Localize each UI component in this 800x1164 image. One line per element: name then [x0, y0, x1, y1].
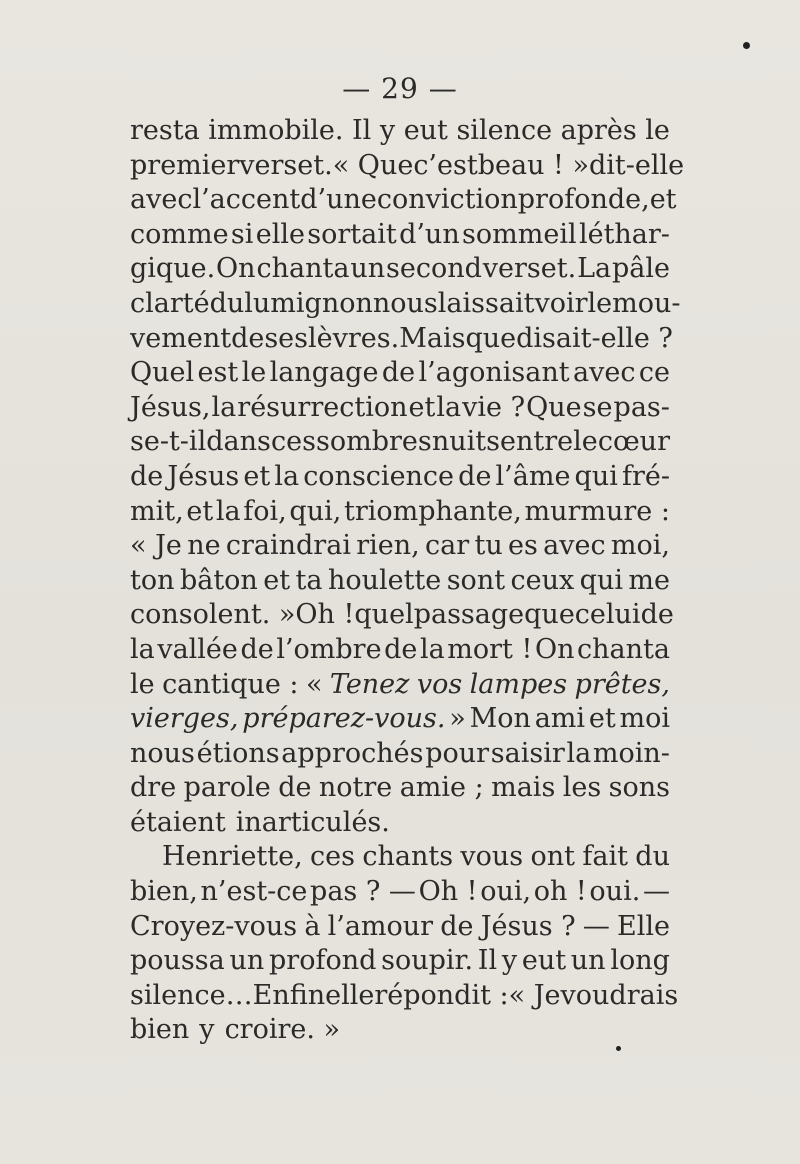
word: lumignon: [244, 287, 373, 319]
word: « Je: [130, 530, 182, 562]
word: «: [305, 668, 323, 700]
text-line: [130, 633, 670, 668]
word: mit,: [130, 495, 184, 527]
word: nous: [372, 287, 438, 319]
word: soupir.: [381, 945, 474, 977]
word: « Je: [508, 979, 561, 1011]
word: l’âme: [495, 460, 571, 492]
word: Quel: [130, 357, 195, 389]
text-line: [130, 495, 670, 530]
word: étions: [196, 737, 280, 769]
text-line: [130, 114, 670, 149]
word: le: [645, 115, 670, 146]
word: Oh !: [295, 599, 355, 631]
word: dans: [206, 426, 271, 458]
word: le: [241, 357, 267, 389]
word: après: [560, 115, 637, 146]
word: approchés: [281, 737, 424, 769]
text-line: [130, 702, 670, 737]
word: prêtes,: [574, 668, 670, 700]
word: murmure :: [524, 495, 670, 527]
word: —: [582, 910, 610, 942]
word: nous: [130, 737, 195, 769]
word: tu: [474, 530, 503, 562]
word: Oh !: [418, 876, 478, 908]
word: silence: [456, 115, 553, 146]
text-line: [130, 529, 670, 564]
word: la: [419, 633, 445, 665]
word: de: [640, 599, 674, 631]
word: les: [562, 772, 602, 804]
text-line: [130, 840, 670, 875]
text-line: [130, 598, 674, 633]
word: qui: [579, 564, 623, 596]
word: ceux: [510, 564, 575, 596]
text-line: [130, 910, 670, 945]
text-line: [130, 149, 685, 184]
word: parole: [183, 772, 271, 804]
text-line: [130, 668, 670, 703]
word: beau ! »: [477, 149, 589, 181]
word: l’amour: [327, 910, 434, 942]
word: de: [240, 633, 274, 665]
word: conviction: [376, 184, 518, 216]
word: pour: [425, 737, 490, 769]
word: cantique :: [162, 668, 299, 700]
text-line: [130, 1013, 670, 1048]
word: oh !: [533, 876, 587, 908]
word: y: [379, 115, 396, 146]
word: et: [408, 391, 436, 423]
word: de: [440, 910, 474, 942]
word: la: [211, 391, 237, 423]
text-line: [130, 460, 670, 495]
word: Tenez: [329, 668, 410, 700]
word: étaient: [130, 806, 226, 838]
word: mort !: [447, 633, 533, 665]
text-line: [130, 564, 670, 599]
word: et: [588, 703, 616, 735]
text-line: [130, 875, 670, 910]
word: d’un: [399, 218, 460, 250]
word: la: [274, 460, 300, 492]
word: c’est: [413, 149, 478, 181]
word: ses: [264, 322, 309, 354]
word: et: [243, 460, 271, 492]
text-line: [130, 218, 670, 253]
word: avec: [130, 184, 193, 216]
page-text: [130, 114, 685, 1048]
word: du: [209, 287, 245, 319]
word: pas-: [613, 391, 670, 423]
word: sons: [608, 772, 670, 804]
word: mais: [491, 772, 556, 804]
word: léthar-: [578, 218, 670, 250]
word: pâle: [611, 253, 670, 285]
word: eut: [521, 945, 567, 977]
word: d’une: [300, 184, 377, 216]
word: Mais: [399, 322, 466, 354]
word: fait: [582, 841, 628, 873]
word: bien: [130, 1014, 190, 1046]
word: se: [582, 391, 613, 423]
word: oui.: [589, 876, 641, 908]
word: elle: [325, 979, 375, 1011]
word: Il: [477, 945, 498, 977]
word: houlette: [327, 564, 442, 596]
word: et: [649, 184, 677, 216]
text-line: [130, 806, 670, 841]
word: amie ;: [399, 772, 484, 804]
word: un: [570, 945, 606, 977]
word: répondit :: [374, 979, 509, 1011]
word: elle: [255, 218, 305, 250]
word: se-t-il: [130, 426, 207, 458]
word: de: [278, 772, 312, 804]
word: si: [230, 218, 254, 250]
word: craindrai: [225, 530, 351, 562]
word: triomphante,: [343, 495, 522, 527]
word: Croyez-vous: [130, 910, 298, 942]
word: Que: [526, 391, 582, 423]
word: sombres: [316, 426, 432, 458]
word: premier: [130, 149, 240, 181]
word: oui,: [480, 876, 532, 908]
word: pas ? —: [310, 876, 416, 908]
word: dit-elle: [589, 149, 685, 181]
word: la: [566, 737, 592, 769]
page-number: — 29 —: [342, 72, 458, 105]
word: comme: [130, 218, 229, 250]
word: moi,: [610, 530, 670, 562]
word: y: [501, 945, 518, 977]
ink-speck: [743, 42, 750, 49]
text-line: [130, 771, 670, 806]
word: l’agonisant: [418, 357, 570, 389]
word: bien,: [130, 876, 198, 908]
word: lèvres.: [308, 322, 400, 354]
word: immobile.: [208, 115, 344, 146]
word: resta: [130, 115, 200, 146]
word: sortait: [307, 218, 397, 250]
word: nuits: [431, 426, 500, 458]
word: »: [449, 703, 466, 735]
word: vierges,: [130, 703, 239, 735]
word: consolent. »: [130, 599, 296, 631]
word: qui,: [289, 495, 342, 527]
word: ne: [187, 530, 221, 562]
word: à: [304, 910, 321, 942]
word: le: [573, 426, 598, 458]
word: un: [350, 253, 386, 285]
word: laissait: [437, 287, 535, 319]
word: entre: [500, 426, 574, 458]
word: la: [215, 495, 241, 527]
text-line: [130, 391, 670, 426]
word: mou-: [612, 287, 681, 319]
word: Jésus,: [130, 391, 211, 423]
word: de: [384, 633, 418, 665]
word: es: [508, 530, 538, 562]
text-line: [130, 252, 670, 287]
word: ces: [310, 841, 356, 873]
word: « Que: [332, 149, 414, 181]
word: moi: [619, 703, 670, 735]
word: du: [635, 841, 670, 873]
word: que: [524, 599, 575, 631]
word: clarté: [130, 287, 210, 319]
word: de: [231, 322, 265, 354]
word: vos: [416, 668, 463, 700]
word: Jésus: [167, 460, 240, 492]
word: le: [130, 668, 155, 700]
word: On: [216, 253, 256, 285]
word: le: [587, 287, 613, 319]
word: l’accent: [192, 184, 301, 216]
text-line: [130, 287, 681, 322]
word: car: [425, 530, 470, 562]
word: lampes: [469, 668, 568, 700]
word: ami: [534, 703, 586, 735]
word: sont: [446, 564, 506, 596]
word: silence…: [130, 979, 253, 1011]
word: chanta: [256, 253, 350, 285]
word: profonde,: [517, 184, 650, 216]
text-line: [130, 322, 673, 357]
word: me: [628, 564, 670, 596]
word: de: [130, 460, 164, 492]
word: bâton: [179, 564, 258, 596]
word: l’ombre: [276, 633, 382, 665]
ink-speck: [616, 1046, 621, 1051]
word: On: [534, 633, 575, 665]
word: inarticulés.: [235, 806, 390, 838]
word: sommeil: [462, 218, 577, 250]
word: croire. »: [224, 1014, 341, 1046]
word: chanta: [577, 633, 670, 665]
text-line: [130, 425, 670, 460]
word: eut: [403, 115, 448, 146]
text-line: [130, 979, 679, 1014]
word: et: [263, 564, 291, 596]
word: quel: [354, 599, 414, 631]
word: celui: [574, 599, 641, 631]
word: second: [385, 253, 482, 285]
word: moin-: [592, 737, 670, 769]
word: est: [197, 357, 239, 389]
word: ce: [638, 357, 670, 389]
word: Enfin: [252, 979, 326, 1011]
word: avec: [543, 530, 606, 562]
text-line: [130, 356, 670, 391]
word: qui: [574, 460, 618, 492]
word: vement: [130, 322, 232, 354]
word: vallée: [157, 633, 238, 665]
word: long: [610, 945, 670, 977]
text-line: [130, 183, 677, 218]
word: ta: [295, 564, 323, 596]
word: dre: [130, 772, 177, 804]
word: gique.: [130, 253, 216, 285]
word: n’est-ce: [200, 876, 308, 908]
word: profond: [269, 945, 377, 977]
word: disait-elle ?: [516, 322, 673, 354]
word: de: [458, 460, 492, 492]
word: ont: [530, 841, 576, 873]
word: La: [577, 253, 612, 285]
word: préparez-vous.: [242, 703, 446, 735]
word: chants: [362, 841, 454, 873]
word: vous: [460, 841, 524, 873]
word: foi,: [243, 495, 287, 527]
word: voir: [534, 287, 588, 319]
word: voudrais: [560, 979, 679, 1011]
word: avec: [573, 357, 636, 389]
word: que: [465, 322, 517, 354]
word: poussa: [130, 945, 225, 977]
word: rien,: [356, 530, 420, 562]
word: et: [186, 495, 214, 527]
text-line: [130, 737, 670, 772]
word: résurrection: [237, 391, 408, 423]
word: saisir: [490, 737, 565, 769]
word: y: [199, 1014, 215, 1046]
word: passage: [413, 599, 525, 631]
word: la: [436, 391, 462, 423]
word: verset.: [482, 253, 577, 285]
word: verset.: [239, 149, 333, 181]
word: notre: [318, 772, 393, 804]
word: ces: [270, 426, 316, 458]
word: conscience: [303, 460, 455, 492]
word: Jésus ?: [480, 910, 576, 942]
word: de: [381, 357, 416, 389]
word: Elle: [617, 910, 670, 942]
word: —: [642, 876, 670, 908]
word: Il: [352, 115, 372, 146]
word: vie ?: [462, 391, 526, 423]
word: langage: [269, 357, 379, 389]
word: Mon: [469, 703, 531, 735]
word: ton: [130, 564, 175, 596]
word: cœur: [597, 426, 670, 458]
word: la: [130, 633, 155, 665]
word: un: [229, 945, 265, 977]
text-line: [130, 944, 670, 979]
word: Henriette,: [162, 841, 303, 873]
word: fré-: [621, 460, 670, 492]
